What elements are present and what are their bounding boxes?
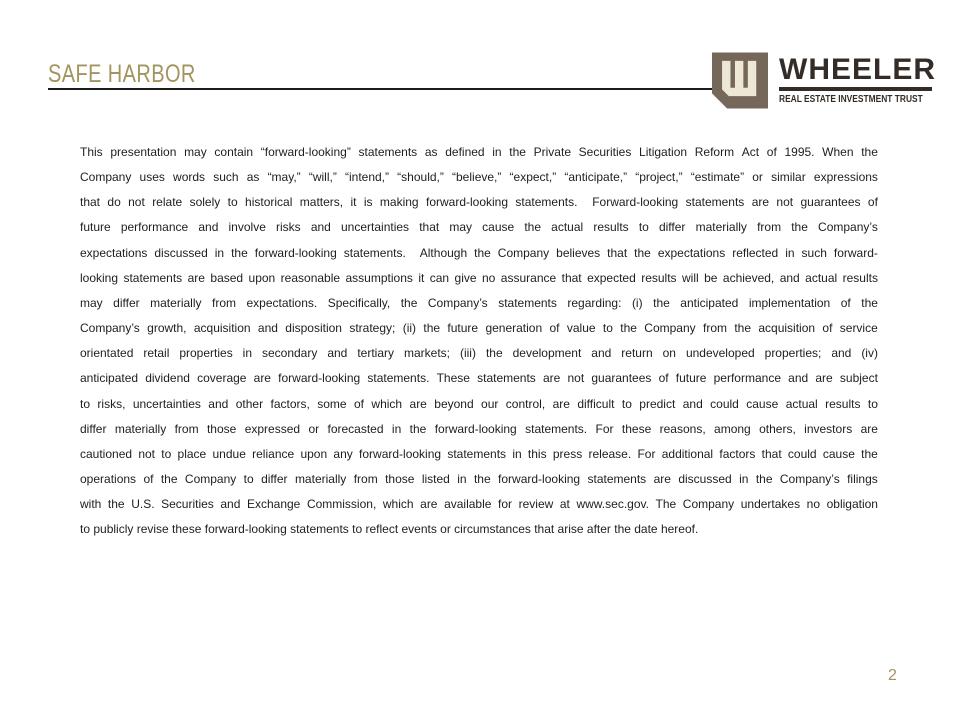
wheeler-logo xyxy=(712,52,936,109)
body-text-line: that do not relate solely to historical matters, it is making forward-looking statements. Forward-looking statements are not guarantees of xyxy=(80,195,878,210)
body-text-line: operations of the Company to differ materially from those listed in the forward-looking statements are discussed in the Company’s filings xyxy=(80,472,878,487)
body-text-line: cautioned not to place undue reliance upon any forward-looking statements in this press release. For additional factors that could cause the xyxy=(80,446,878,461)
body-text-line: orientated retail properties in secondary and tertiary markets; (iii) the development and return on undeveloped properties; and (iv) xyxy=(80,346,878,361)
body-text-line: may differ materially from expectations. Specifically, the Company’s statements regarding: (i) the anticipated implementation of the xyxy=(80,295,878,310)
body-text-line: This presentation may contain “forward-looking” statements as defined in the Private Securities Litigation Reform Act of 1995. When the xyxy=(80,145,878,159)
body-text-line: differ materially from those expressed or forecasted in the forward-looking statements. For these reasons, among others, investors are xyxy=(80,421,878,436)
logo-tagline: REAL ESTATE INVESTMENT TRUST xyxy=(779,94,923,105)
body-text-line: anticipated dividend coverage are forward-looking statements. These statements are not guarantees of future performance and are subject xyxy=(80,371,878,386)
body-text-line: future performance and involve risks and uncertainties that may cause the actual results to differ materially from the Company’s xyxy=(80,220,878,235)
logo-wordmark: WHEELER xyxy=(779,53,936,86)
body-text-line: with the U.S. Securities and Exchange Commission, which are available for review at www.sec.gov. The Company undertakes no obligation xyxy=(80,497,878,512)
w-monogram-icon xyxy=(712,52,768,109)
body-paragraph xyxy=(80,140,878,543)
body-text-line: Company’s growth, acquisition and disposition strategy; (ii) the future generation of value to the Company from the acquisition of service xyxy=(80,321,878,336)
title-underline xyxy=(48,88,713,90)
body-text-line: Company uses words such as “may,” “will,” “intend,” “should,” “believe,” “expect,” “anticipate,” “project,” “estimate” or similar expressions xyxy=(80,170,878,185)
body-text-line: looking statements are based upon reasonable assumptions it can give no assurance that expected results will be achieved, and actual results xyxy=(80,270,878,285)
logo-text-column xyxy=(779,52,936,105)
page-number: 2 xyxy=(888,667,897,684)
body-text-line: expectations discussed in the forward-looking statements. Although the Company believes that the expectations reflected in such forward- xyxy=(80,245,878,260)
body-text-line: to publicly revise these forward-looking statements to reflect events or circumstances that arise after the date hereof. xyxy=(80,522,699,537)
body-text-line: to risks, uncertainties and other factors, some of which are beyond our control, are difficult to predict and could cause actual results to xyxy=(80,396,878,411)
logo-divider xyxy=(779,87,932,91)
page-title: SAFE HARBOR xyxy=(48,60,196,88)
